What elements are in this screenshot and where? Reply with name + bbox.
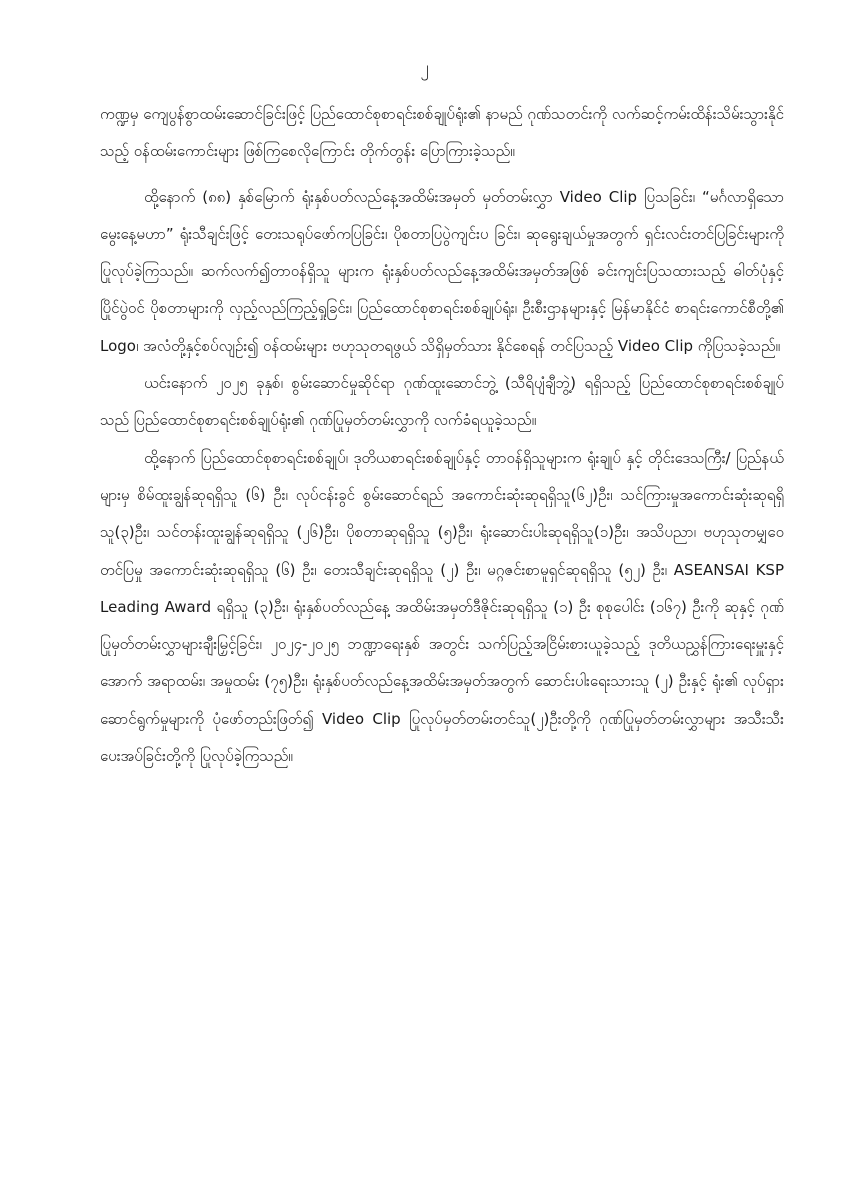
page-number: ၂ [420,58,429,78]
document-body [100,96,784,775]
paragraph-awards: ထို့နောက် ပြည်ထောင်စုစာရင်းစစ်ချုပ်၊ ဒုတိယစာရင်းစစ်ချုပ်နှင့် တာဝန်ရှိသူများက ရုံးချုပ် နှင့် တိုင်းဒေသကြီး/ ပြည်နယ်များမှ စိမ်ထူးချွန်ဆုရရှိသူ (၆) ဦး၊ လုပ်ငန်းခွင် စွမ်းဆောင်ရည် အကောင်းဆုံးဆုရရှိသူ(၆၂)ဦး၊ သင်ကြားမှုအကောင်းဆုံးဆုရရှိသူ(၃)ဦး၊ သင်တန်းထူးချွန်ဆုရရှိသူ (၂၆)ဦး၊ ပိုစတာဆုရရှိသူ (၅)ဦး၊ ရုံးဆောင်းပါးဆုရရှိသူ(၁)ဦး၊ အသိပညာ၊ ဗဟုသုတမျှဝေတင်ပြမှု အကောင်းဆုံးဆုရရှိသူ (၆) ဦး၊ တေးသီချင်းဆုရရှိသူ (၂) ဦး၊ မဂ္ဂဇင်းစာမူရှင်ဆုရရှိသူ (၅၂) ဦး၊ ASEANSAI KSP Leading Award ရရှိသူ (၃)ဦး၊ ရုံးနှစ်ပတ်လည်နေ့ အထိမ်းအမှတ်ဒီဇိုင်းဆုရရှိသူ (၁) ဦး စုစုပေါင်း (၁၆၇) ဦးကို ဆုနှင့် ဂုဏ်ပြုမှတ်တမ်းလွှာများချီးမြှင့်ခြင်း၊ ၂၀၂၄-၂၀၂၅ ဘဏ္ဍာရေးနှစ် အတွင်း သက်ပြည့်အငြိမ်းစားယူခဲ့သည့် ဒုတိယညွှန်ကြားရေးမှူးနှင့်အောက် အရာထမ်း၊ အမှုထမ်း (၇၅)ဦး၊ ရုံးနှစ်ပတ်လည်နေ့အထိမ်းအမှတ်အတွက် ဆောင်းပါးရေးသားသူ (၂) ဦးနှင့် ရုံး၏ လုပ်ရှားဆောင်ရွက်မှုများကို ပုံဖော်တည်းဖြတ်၍ Video Clip ပြုလုပ်မှတ်တမ်းတင်သူ(၂)ဦးတို့ကို ဂုဏ်ပြုမှတ်တမ်းလွှာများ အသီးသီးပေးအပ်ခြင်းတို့ကို ပြုလုပ်ခဲ့ကြသည်။ [100,448,784,766]
paragraph-honorary-title: ယင်းနောက် ၂၀၂၅ ခုနှစ်၊ စွမ်းဆောင်မှုဆိုင်ရာ ဂုဏ်ထူးဆောင်ဘွဲ့ (သီရိပျံချီဘွဲ့) ရရှိသည့် ပြည်ထောင်စုစာရင်းစစ်ချုပ်သည် ပြည်ထောင်စုစာရင်းစစ်ချုပ်ရုံး၏ ဂုဏ်ပြုမှတ်တမ်းလွှာကို လက်ခံရယူခဲ့သည်။ [100,374,784,430]
paragraph-ceremony-activities: ထို့နောက် (၈၈) နှစ်မြောက် ရုံးနှစ်ပတ်လည်နေ့အထိမ်းအမှတ် မှတ်တမ်းလွှာ Video Clip ပြသခြင်း၊ “မင်္ဂလာရှိသောမွေးနေ့မဟာ” ရုံးသီချင်းဖြင့် တေးသရုပ်ဖော်ကပြခြင်း၊ ပိုစတာပြပွဲကျင်းပ ခြင်း၊ ဆုရွေးချယ်မှုအတွက် ရှင်းလင်းတင်ပြခြင်းများကို ပြုလုပ်ခဲ့ကြသည်။ ဆက်လက်၍တာဝန်ရှိသူ များက ရုံးနှစ်ပတ်လည်နေ့အထိမ်းအမှတ်အဖြစ် ခင်းကျင်းပြသထားသည့် ဓါတ်ပုံနှင့် ပြိုင်ပွဲဝင် ပိုစတာများကို လှည့်လည်ကြည့်ရှုခြင်း၊ ပြည်ထောင်စုစာရင်းစစ်ချုပ်ရုံး၊ ဦးစီးဌာနများနှင့် မြန်မာနိုင်ငံ စာရင်းကောင်စီတို့၏ Logo၊ အလံတို့နှင့်စပ်လျဉ်း၍ ဝန်ထမ်းများ ဗဟုသုတရဖွယ် သိရှိမှတ်သား နိုင်စေရန် တင်ပြသည့် Video Clip ကိုပြသခဲ့သည်။ [100,187,784,355]
paragraph-continuation: ကဏ္ဍမှ ကျေပွန်စွာထမ်းဆောင်ခြင်းဖြင့် ပြည်ထောင်စုစာရင်းစစ်ချုပ်ရုံး၏ နာမည် ဂုဏ်သတင်းကို လက်ဆင့်ကမ်းထိန်းသိမ်းသွားနိုင်သည့် ဝန်ထမ်းကောင်းများ ဖြစ်ကြစေလိုကြောင်း တိုက်တွန်း ပြောကြားခဲ့သည်။ [100,105,784,161]
